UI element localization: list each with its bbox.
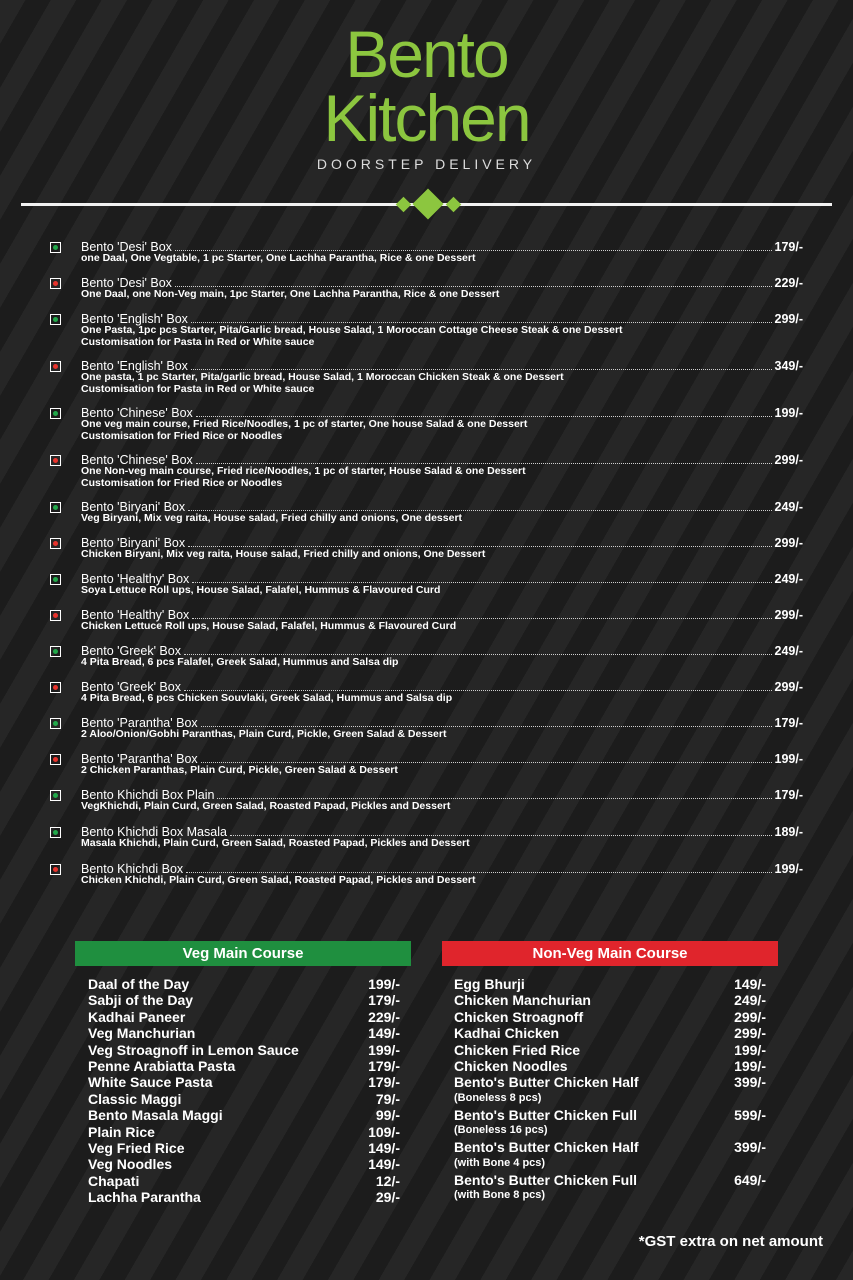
menu-item-note: (with Bone 4 pcs) <box>454 1156 546 1169</box>
gst-note: *GST extra on net amount <box>638 1233 823 1250</box>
brand-tagline: DOORSTEP DELIVERY <box>316 156 537 172</box>
menu-item-name: White Sauce Pasta <box>88 1074 213 1091</box>
dotted-leader <box>191 369 772 370</box>
nonveg-symbol-icon <box>50 455 61 466</box>
menu-item <box>88 1042 400 1058</box>
veg-symbol-icon <box>50 646 61 657</box>
description-line: Chicken Khichdi, Plain Curd, Green Salad, Roasted Papad, Pickles and Dessert <box>81 874 476 886</box>
menu-item-name: Veg Fried Rice <box>88 1140 185 1157</box>
box-item-description <box>81 837 803 849</box>
nonveg-symbol-icon <box>50 610 61 621</box>
description-line: One Pasta, 1pc pcs Starter, Pita/Garlic bread, House Salad, 1 Moroccan Cottage Cheese Steak & one Dessert <box>81 324 623 336</box>
description-line: Soya Lettuce Roll ups, House Salad, Falafel, Hummus & Flavoured Curd <box>81 584 441 596</box>
menu-item <box>454 976 766 992</box>
veg-main-course-list <box>88 976 400 1206</box>
box-item-description <box>81 656 803 668</box>
description-line: Customisation for Pasta in Red or White sauce <box>81 336 315 348</box>
dotted-leader <box>191 322 772 323</box>
nonveg-main-course-header: Non-Veg Main Course <box>442 941 778 966</box>
dotted-leader <box>184 654 772 655</box>
menu-item <box>88 1009 400 1025</box>
dotted-leader <box>184 690 772 691</box>
veg-symbol-icon <box>50 718 61 729</box>
nonveg-symbol-icon <box>50 864 61 875</box>
menu-item <box>88 1091 400 1107</box>
box-item-name: Bento Khichdi Box Masala <box>81 825 227 839</box>
menu-item-name: Bento's Butter Chicken Full <box>454 1171 638 1188</box>
description-line: 4 Pita Bread, 6 pcs Falafel, Greek Salad, Hummus and Salsa dip <box>81 656 399 668</box>
dotted-leader <box>196 416 772 417</box>
box-item-description <box>81 512 803 524</box>
menu-item <box>454 1172 766 1202</box>
menu-item-name: Kadhai Chicken <box>454 1025 560 1042</box>
box-item-price: 299/- <box>774 680 803 694</box>
box-item-description <box>81 548 803 560</box>
menu-item <box>454 1074 766 1104</box>
box-item-name: Bento 'Greek' Box <box>81 680 181 694</box>
menu-item-price: 399/- <box>734 1139 766 1156</box>
menu-item-note: (Boneless 16 pcs) <box>454 1124 548 1137</box>
menu-item-name: Kadhai Paneer <box>88 1008 186 1025</box>
menu-item <box>88 1173 400 1189</box>
menu-item-price: 199/- <box>368 1041 400 1058</box>
box-item-name: Bento 'Chinese' Box <box>81 453 193 467</box>
nonveg-main-course-list <box>454 976 766 1204</box>
box-item-price: 199/- <box>774 862 803 876</box>
box-item-description <box>81 620 803 632</box>
box-item-name: Bento 'Biryani' Box <box>81 500 186 514</box>
box-item-description <box>81 764 803 776</box>
menu-item-price: 179/- <box>368 1074 400 1091</box>
menu-item <box>454 1042 766 1058</box>
menu-item <box>88 992 400 1008</box>
menu-item-name: Bento's Butter Chicken Half <box>454 1074 639 1091</box>
box-item-name: Bento 'Parantha' Box <box>81 716 198 730</box>
menu-item-name: Veg Stroagnoff in Lemon Sauce <box>88 1041 299 1058</box>
menu-item-price: 79/- <box>375 1090 400 1107</box>
box-item-name: Bento 'Biryani' Box <box>81 536 186 550</box>
dotted-leader <box>188 546 771 547</box>
box-item-price: 179/- <box>774 716 803 730</box>
dotted-leader <box>201 726 772 727</box>
dotted-leader <box>217 798 771 799</box>
veg-main-course-header: Veg Main Course <box>75 941 411 966</box>
menu-item <box>88 1189 400 1205</box>
nonveg-symbol-icon <box>50 278 61 289</box>
box-item-price: 249/- <box>774 500 803 514</box>
box-item-name: Bento 'Greek' Box <box>81 644 181 658</box>
menu-item-price: 109/- <box>368 1123 400 1140</box>
veg-symbol-icon <box>50 242 61 253</box>
box-item-name: Bento Khichdi Box Plain <box>81 788 215 802</box>
menu-item-price: 99/- <box>375 1107 400 1124</box>
description-line: Veg Biryani, Mix veg raita, House salad, Fried chilly and onions, One dessert <box>81 512 463 524</box>
description-line: 2 Chicken Paranthas, Plain Curd, Pickle, Green Salad & Dessert <box>81 764 398 776</box>
menu-item-name: Bento Masala Maggi <box>88 1107 223 1124</box>
dotted-leader <box>230 835 772 836</box>
box-item-name: Bento 'Desi' Box <box>81 276 172 290</box>
menu-item-price: 149/- <box>368 1156 400 1173</box>
box-item-price: 249/- <box>774 644 803 658</box>
nonveg-symbol-icon <box>50 682 61 693</box>
brand-logo <box>0 17 853 172</box>
dotted-leader <box>196 463 772 464</box>
menu-item-name: Sabji of the Day <box>88 992 194 1009</box>
menu-item-name: Bento's Butter Chicken Full <box>454 1106 638 1123</box>
box-item-description <box>81 584 803 596</box>
brand-name-line1: Bento <box>345 17 508 91</box>
box-item-name: Bento 'Healthy' Box <box>81 572 190 586</box>
menu-item <box>88 1025 400 1041</box>
box-item-description <box>81 324 803 348</box>
dotted-leader <box>201 762 772 763</box>
box-item-price: 249/- <box>774 572 803 586</box>
box-item-description <box>81 252 803 264</box>
menu-item <box>454 1025 766 1041</box>
box-item-price: 299/- <box>774 536 803 550</box>
description-line: Masala Khichdi, Plain Curd, Green Salad, Roasted Papad, Pickles and Dessert <box>81 837 470 849</box>
box-item-price: 229/- <box>774 276 803 290</box>
description-line: one Daal, One Vegtable, 1 pc Starter, One Lachha Parantha, Rice & one Dessert <box>81 252 476 264</box>
description-line: One veg main course, Fried Rice/Noodles, 1 pc of starter, One house Salad & one Dessert <box>81 418 528 430</box>
menu-item-price: 229/- <box>368 1008 400 1025</box>
description-line: Customisation for Fried Rice or Noodles <box>81 430 283 442</box>
box-item-price: 299/- <box>774 312 803 326</box>
menu-item-price: 399/- <box>734 1074 766 1091</box>
menu-item-name: Chicken Stroagnoff <box>454 1008 584 1025</box>
menu-item-price: 149/- <box>368 1025 400 1042</box>
menu-item-name: Daal of the Day <box>88 976 190 992</box>
menu-item-name: Chicken Manchurian <box>454 992 591 1009</box>
menu-item-price: 149/- <box>734 976 766 992</box>
veg-symbol-icon <box>50 502 61 513</box>
dotted-leader <box>175 286 772 287</box>
veg-symbol-icon <box>50 790 61 801</box>
menu-item-name: Chicken Noodles <box>454 1058 568 1075</box>
menu-item-price: 199/- <box>368 976 400 992</box>
dotted-leader <box>192 582 771 583</box>
menu-item <box>88 976 400 992</box>
box-item-price: 299/- <box>774 453 803 467</box>
menu-item-price: 299/- <box>734 1025 766 1042</box>
description-line: One Non-veg main course, Fried rice/Noodles, 1 pc of starter, House Salad & one Dessert <box>81 465 526 477</box>
menu-item <box>88 1107 400 1123</box>
box-item-name: Bento 'English' Box <box>81 359 188 373</box>
menu-item-name: Chapati <box>88 1172 140 1189</box>
description-line: Chicken Biryani, Mix veg raita, House salad, Fried chilly and onions, One Dessert <box>81 548 486 560</box>
box-item-price: 179/- <box>774 788 803 802</box>
menu-item-price: 149/- <box>368 1140 400 1157</box>
menu-item-price: 29/- <box>375 1189 400 1206</box>
menu-item-price: 12/- <box>375 1172 400 1189</box>
nonveg-symbol-icon <box>50 538 61 549</box>
box-item-price: 299/- <box>774 608 803 622</box>
box-item-description <box>81 874 803 886</box>
menu-item <box>88 1156 400 1172</box>
description-line: Customisation for Fried Rice or Noodles <box>81 477 283 489</box>
description-line: 2 Aloo/Onion/Gobhi Paranthas, Plain Curd, Pickle, Green Salad & Dessert <box>81 728 447 740</box>
box-item-price: 199/- <box>774 406 803 420</box>
box-item-description <box>81 800 803 812</box>
box-item-name: Bento 'English' Box <box>81 312 188 326</box>
box-item-price: 179/- <box>774 240 803 254</box>
veg-symbol-icon <box>50 827 61 838</box>
menu-item <box>454 992 766 1008</box>
box-item-price: 199/- <box>774 752 803 766</box>
menu-item <box>88 1058 400 1074</box>
menu-item-price: 179/- <box>368 1058 400 1075</box>
menu-item-note: (with Bone 8 pcs) <box>454 1189 546 1202</box>
box-item-description <box>81 728 803 740</box>
menu-item-name: Penne Arabiatta Pasta <box>88 1058 236 1075</box>
description-line: One pasta, 1 pc Starter, Pita/garlic bread, House Salad, 1 Moroccan Chicken Steak & one Dessert <box>81 371 564 383</box>
box-item-name: Bento 'Desi' Box <box>81 240 172 254</box>
menu-item-price: 599/- <box>734 1106 766 1123</box>
brand-name-line2: Kitchen <box>323 81 530 155</box>
description-line: 4 Pita Bread, 6 pcs Chicken Souvlaki, Greek Salad, Hummus and Salsa dip <box>81 692 453 704</box>
menu-item-price: 249/- <box>734 992 766 1009</box>
menu-item-name: Veg Manchurian <box>88 1025 196 1042</box>
menu-item-price: 649/- <box>734 1171 766 1188</box>
box-item-description <box>81 418 803 442</box>
dotted-leader <box>188 510 771 511</box>
description-line: Customisation for Pasta in Red or White sauce <box>81 383 315 395</box>
menu-item <box>88 1074 400 1090</box>
dotted-leader <box>192 618 771 619</box>
menu-item-note: (Boneless 8 pcs) <box>454 1091 542 1104</box>
menu-item-price: 199/- <box>734 1058 766 1075</box>
diamond-ornament-icon <box>396 197 412 213</box>
box-item-price: 189/- <box>774 825 803 839</box>
menu-item-name: Bento's Butter Chicken Half <box>454 1139 639 1156</box>
menu-item-name: Classic Maggi <box>88 1090 182 1107</box>
box-item-name: Bento Khichdi Box <box>81 862 184 876</box>
dotted-leader <box>175 250 772 251</box>
box-item-name: Bento 'Parantha' Box <box>81 752 198 766</box>
veg-symbol-icon <box>50 574 61 585</box>
box-item-description <box>81 692 803 704</box>
menu-item-name: Egg Bhurji <box>454 976 525 992</box>
description-line: Chicken Lettuce Roll ups, House Salad, Falafel, Hummus & Flavoured Curd <box>81 620 457 632</box>
menu-item <box>88 1140 400 1156</box>
menu-item <box>454 1139 766 1169</box>
box-item-name: Bento 'Chinese' Box <box>81 406 193 420</box>
menu-item-name: Plain Rice <box>88 1123 155 1140</box>
veg-symbol-icon <box>50 408 61 419</box>
box-item-description <box>81 371 803 395</box>
dotted-leader <box>186 872 771 873</box>
menu-item-price: 179/- <box>368 992 400 1009</box>
description-line: VegKhichdi, Plain Curd, Green Salad, Roasted Papad, Pickles and Dessert <box>81 800 451 812</box>
menu-item-name: Lachha Parantha <box>88 1189 201 1206</box>
box-item-description <box>81 465 803 489</box>
menu-item <box>88 1124 400 1140</box>
menu-item-price: 299/- <box>734 1008 766 1025</box>
nonveg-symbol-icon <box>50 754 61 765</box>
menu-item-price: 199/- <box>734 1041 766 1058</box>
box-item-description <box>81 288 803 300</box>
menu-item <box>454 1009 766 1025</box>
nonveg-symbol-icon <box>50 361 61 372</box>
menu-item-name: Veg Noodles <box>88 1156 173 1173</box>
veg-symbol-icon <box>50 314 61 325</box>
diamond-ornament-icon <box>446 197 462 213</box>
header-divider <box>21 195 832 213</box>
description-line: One Daal, one Non-Veg main, 1pc Starter, One Lachha Parantha, Rice & one Dessert <box>81 288 500 300</box>
diamond-ornament-icon <box>412 188 443 219</box>
box-item-name: Bento 'Healthy' Box <box>81 608 190 622</box>
menu-item <box>454 1058 766 1074</box>
menu-item <box>454 1107 766 1137</box>
menu-item-name: Chicken Fried Rice <box>454 1041 581 1058</box>
box-item-price: 349/- <box>774 359 803 373</box>
